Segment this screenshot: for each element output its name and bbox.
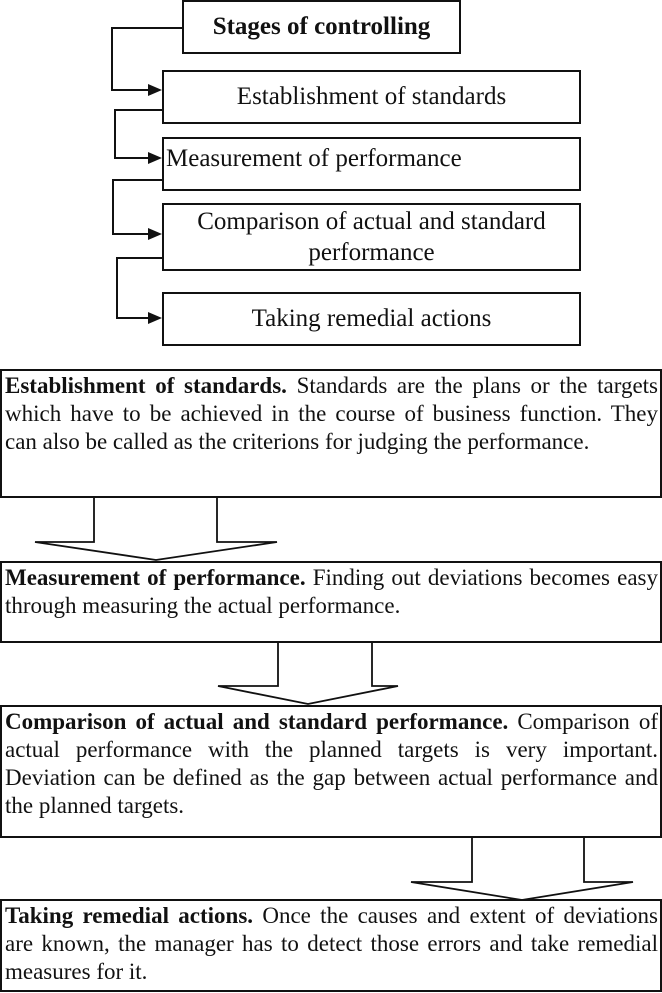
detail-heading: Taking remedial actions. <box>5 903 263 928</box>
block-arrow-1 <box>35 497 277 560</box>
connector-stage2-to-stage3 <box>113 180 162 234</box>
detail-box-comparison <box>0 705 662 838</box>
arrowhead-stage4 <box>148 312 162 324</box>
connector-stage3-to-stage4 <box>117 258 162 318</box>
detail-box-establishment <box>0 369 662 498</box>
connector-stage1-to-stage2 <box>115 110 162 158</box>
detail-heading: Measurement of performance. <box>5 565 313 590</box>
detail-text: Comparison of actual performance with the planned targets is very important. Deviation can be defined as the gap between actual performance and the planned targets. <box>5 709 658 819</box>
arrowhead-stage3 <box>148 228 162 240</box>
stage-box-remedial: Taking remedial actions <box>162 292 581 346</box>
arrowhead-stage2 <box>148 152 162 164</box>
detail-box-measurement <box>0 561 662 643</box>
block-arrow-3 <box>411 837 633 900</box>
detail-text: Standards are the plans or the targets which have to be achieved in the course of business function. They can also be called as the criterions for judging the performance. <box>5 373 658 455</box>
block-arrow-2 <box>218 642 398 704</box>
arrowhead-stage1 <box>148 84 162 96</box>
detail-heading: Comparison of actual and standard performance. <box>5 709 518 734</box>
stage-box-measurement: Measurement of performance <box>162 137 581 191</box>
detail-text: Once the causes and extent of deviations are known, the manager has to detect those errors and take remedial measures for it. <box>5 903 658 985</box>
stage-box-comparison: Comparison of actual and standard performance <box>162 203 581 271</box>
detail-box-remedial <box>0 899 662 992</box>
detail-heading: Establishment of standards. <box>5 373 297 398</box>
stage-box-establishment: Establishment of standards <box>162 70 581 124</box>
flowchart-title: Stages of controlling <box>182 0 461 54</box>
detail-text: Finding out deviations becomes easy through measuring the actual performance. <box>5 565 658 619</box>
